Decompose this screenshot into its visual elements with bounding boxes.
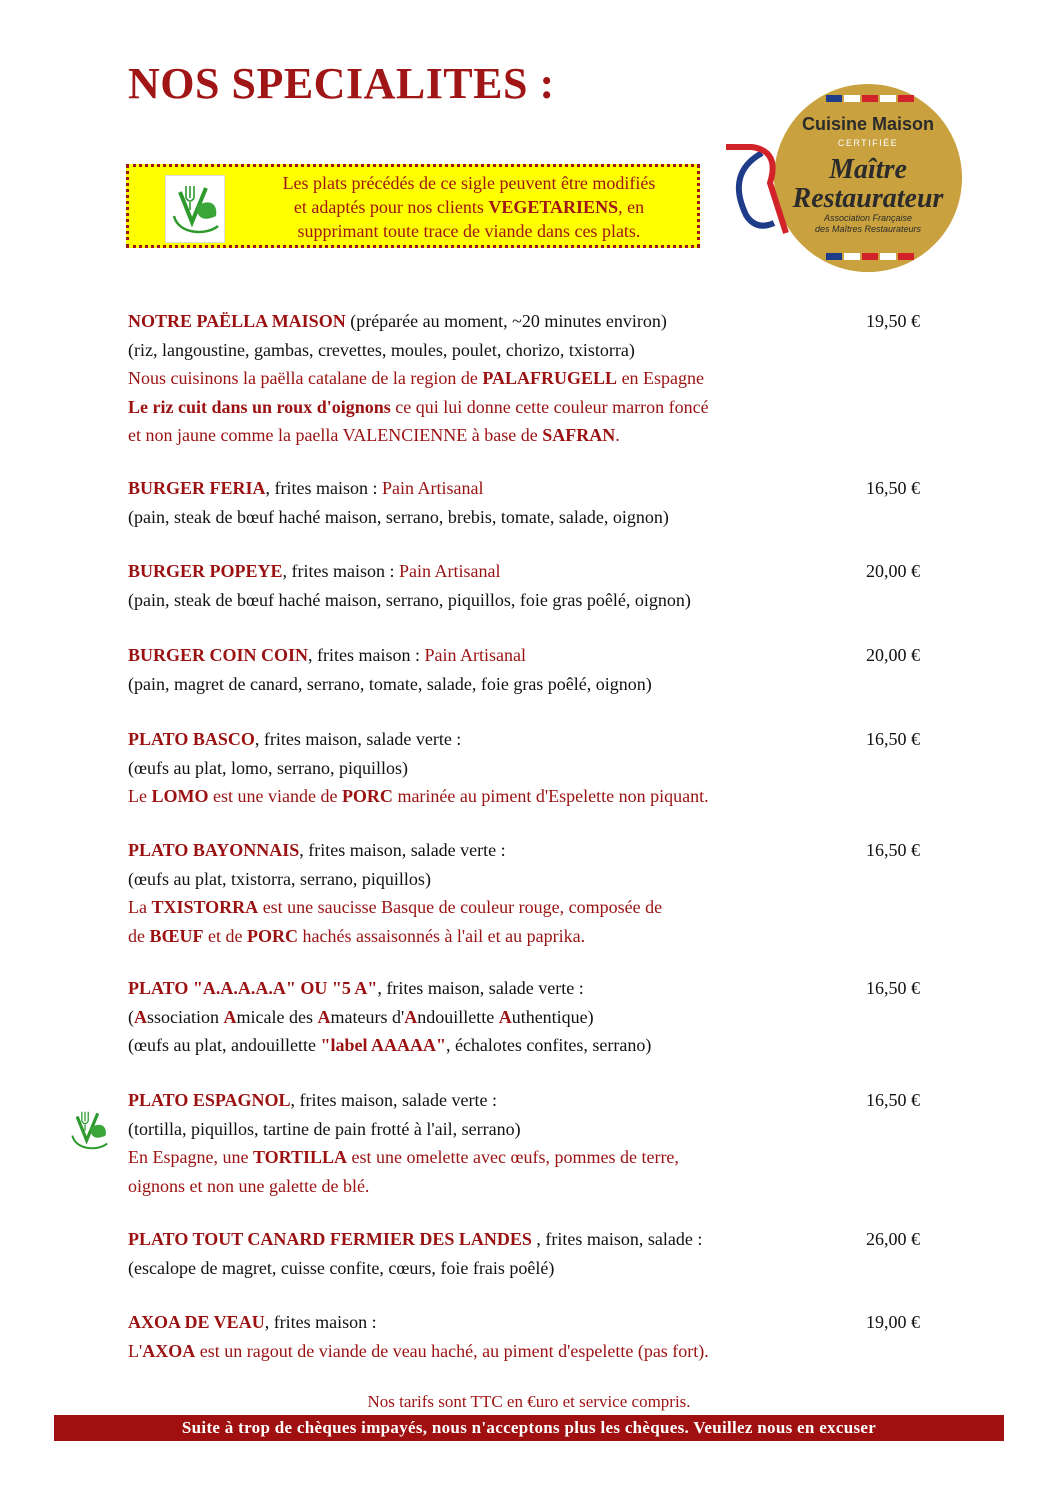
item-name: BURGER POPEYE [128,561,283,581]
item-ingredients: (œufs au plat, txistorra, serrano, piquillos) [128,868,431,889]
item-name: BURGER FERIA [128,478,266,498]
item-note: Le riz cuit dans un roux d'oignons ce qui lui donne cette couleur marron foncé [128,396,709,417]
menu-item-plato-basco: PLATO BASCO, frites maison, salade verte : (œufs au plat, lomo, serrano, piquillos) Le LOMO est une viande de PORC marinée au piment d'Espelette non piquant. [128,725,948,811]
item-name: PLATO BAYONNAIS [128,840,300,860]
item-price: 19,50 € [866,311,920,331]
item-name: PLATO "A.A.A.A.A" OU "5 A" [128,978,378,998]
item-extra: Pain Artisanal [399,561,501,581]
item-note: En Espagne, une TORTILLA est une omelette avec œufs, pommes de terre, [128,1147,679,1167]
item-ingredients: (œufs au plat, andouillette "label AAAAA", échalotes confites, serrano) [128,1035,652,1055]
item-note: de BŒUF et de PORC hachés assaisonnés à l'ail et au paprika. [128,925,586,946]
svg-text:des Maîtres Restaurateurs: des Maîtres Restaurateurs [814,224,922,234]
item-price: 19,00 € [866,1312,920,1332]
svg-text:Maître: Maître [829,154,907,185]
item-price: 16,50 € [866,1090,920,1110]
notice-line-3: supprimant toute trace de viande dans ces plats. [297,221,641,241]
menu-item-burger-coin-coin: BURGER COIN COIN, frites maison : Pain Artisanal (pain, magret de canard, serrano, tomate, salade, foie gras poêlé, oignon) [128,641,948,698]
cheques-banner: Suite à trop de chèques impayés, nous n'acceptons plus les chèques. Veuillez nous en excuser [54,1415,1004,1441]
item-price: 20,00 € [866,561,920,581]
item-name: PLATO BASCO [128,729,255,749]
item-price: 26,00 € [866,1229,920,1249]
item-note: Le LOMO est une viande de PORC marinée au piment d'Espelette non piquant. [128,786,709,806]
item-note: Nous cuisinons la paëlla catalane de la region de PALAFRUGELL en Espagne [128,368,705,388]
svg-text:Restaurateur: Restaurateur [792,183,944,214]
notice-line-1: Les plats précédés de ce sigle peuvent être modifiés [282,173,656,193]
item-name: BURGER COIN COIN [128,645,309,665]
menu-item-burger-feria: BURGER FERIA, frites maison : Pain Artisanal (pain, steak de bœuf haché maison, serrano, brebis, tomate, salade, oignon) [128,474,948,531]
notice-line-2: et adaptés pour nos clients VEGETARIENS, en [293,197,645,217]
item-ingredients: (riz, langoustine, gambas, crevettes, moules, poulet, chorizo, txistorra) [128,339,635,360]
item-ingredients: (escalope de magret, cuisse confite, cœurs, foie frais poêlé) [128,1257,555,1278]
item-name: NOTRE PAËLLA MAISON [128,311,346,331]
vegetarian-logo-icon [66,1102,112,1158]
item-note: et non jaune comme la paella VALENCIENNE à base de SAFRAN. [128,425,620,445]
svg-text:Association Française: Association Française [823,213,913,223]
item-price: 16,50 € [866,478,920,498]
maitre-restaurateur-badge [722,83,972,273]
item-ingredients: (pain, steak de bœuf haché maison, serrano, brebis, tomate, salade, oignon) [128,506,669,527]
item-note: oignons et non une galette de blé. [128,1175,370,1196]
item-extra: Pain Artisanal [424,645,527,665]
item-note: L'AXOA est un ragout de viande de veau haché, au piment d'espelette (pas fort). [128,1340,709,1361]
item-name: PLATO TOUT CANARD FERMIER DES LANDES [128,1229,532,1249]
svg-text:Cuisine Maison: Cuisine Maison [801,114,935,134]
tarifs-note: Nos tarifs sont TTC en €uro et service compris. [367,1392,691,1411]
item-ingredients: (tortilla, piquillos, tartine de pain frotté à l'ail, serrano) [128,1118,521,1139]
item-name: AXOA DE VEAU [128,1312,265,1332]
vegetarian-notice [126,164,700,248]
menu-item-burger-popeye: BURGER POPEYE, frites maison : Pain Artisanal (pain, steak de bœuf haché maison, serrano, piquillos, foie gras poêlé, oignon) [128,557,948,614]
page-title: NOS SPECIALITES : [128,59,555,108]
item-ingredients: (pain, magret de canard, serrano, tomate, salade, foie gras poêlé, oignon) [128,673,652,694]
menu-item-plato-bayonnais: PLATO BAYONNAIS, frites maison, salade verte : (œufs au plat, txistorra, serrano, piquillos) La TXISTORRA est une saucisse Basque de couleur rouge, composée de de BŒUF et de PORC hachés assaisonnés à l'ail et au paprika. [128,836,948,950]
item-price: 20,00 € [866,645,920,665]
item-price: 16,50 € [866,978,920,998]
vegetarian-logo-icon [165,175,225,243]
svg-text:CERTIFIÉE: CERTIFIÉE [837,138,899,148]
menu-item-plato-espagnol: PLATO ESPAGNOL, frites maison, salade verte : (tortilla, piquillos, tartine de pain frotté à l'ail, serrano) En Espagne, une TORTILLA est une omelette avec œufs, pommes de terre, oignons et non une galette de blé. [128,1086,948,1200]
item-name: PLATO ESPAGNOL [128,1090,291,1110]
menu-item-axoa: AXOA DE VEAU, frites maison : L'AXOA est un ragout de viande de veau haché, au piment d'espelette (pas fort). [128,1308,948,1365]
vegetarian-notice-text [239,171,699,243]
item-note: La TXISTORRA est une saucisse Basque de couleur rouge, composée de [128,897,663,917]
menu-item-plato-5a: PLATO "A.A.A.A.A" OU "5 A", frites maison, salade verte : (Association Amicale des Amateurs d'Andouillette Authentique) (œufs au plat, andouillette "label AAAAA", échalotes confites, serrano) [128,974,948,1060]
item-price: 16,50 € [866,840,920,860]
item-association: (Association Amicale des Amateurs d'Andouillette Authentique) [128,1006,594,1027]
item-desc: (préparée au moment, ~20 minutes environ) [345,311,667,331]
item-ingredients: (œufs au plat, lomo, serrano, piquillos) [128,757,408,778]
item-ingredients: (pain, steak de bœuf haché maison, serrano, piquillos, foie gras poêlé, oignon) [128,589,691,610]
menu-item-paella [128,307,948,450]
item-extra: Pain Artisanal [382,478,484,498]
notice-vegetariens: VEGETARIENS [488,197,619,217]
item-price: 16,50 € [866,729,920,749]
menu-item-plato-tout-canard: PLATO TOUT CANARD FERMIER DES LANDES , frites maison, salade : (escalope de magret, cuisse confite, cœurs, foie frais poêlé) [128,1225,948,1282]
